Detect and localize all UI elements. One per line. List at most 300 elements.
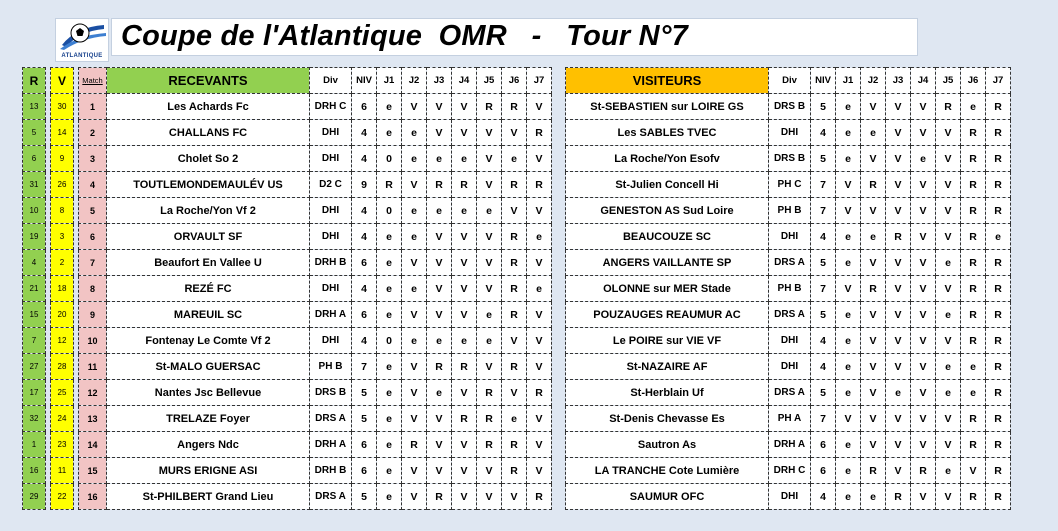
home-j1-cell: e	[377, 276, 402, 302]
rank-r-cell: 4	[23, 250, 46, 276]
rank-v-cell: 25	[51, 380, 74, 406]
away-j6-cell: R	[961, 250, 986, 276]
away-j3-cell: V	[886, 328, 911, 354]
away-div-cell: DRH C	[769, 458, 811, 484]
away-div-cell: PH B	[769, 198, 811, 224]
away-j2-cell: V	[861, 328, 886, 354]
home-j1-cell: e	[377, 406, 402, 432]
rank-v-cell: 8	[51, 198, 74, 224]
home-niv-cell: 6	[352, 302, 377, 328]
away-j5-cell: e	[936, 302, 961, 328]
home-niv-cell: 9	[352, 172, 377, 198]
home-j3-cell: V	[427, 276, 452, 302]
away-j6-cell: R	[961, 328, 986, 354]
home-team-cell: St-PHILBERT Grand Lieu	[107, 484, 310, 510]
table-row	[23, 328, 552, 354]
home-j1-cell: 0	[377, 146, 402, 172]
away-div-cell: PH A	[769, 406, 811, 432]
away-j2-cell: R	[861, 172, 886, 198]
home-j6-cell: e	[502, 406, 527, 432]
home-j5-cell: V	[477, 250, 502, 276]
home-j1-cell: e	[377, 458, 402, 484]
away-team-cell: St-SEBASTIEN sur LOIRE GS	[566, 94, 769, 120]
away-j7-cell: R	[986, 250, 1011, 276]
away-j1-cell: V	[836, 198, 861, 224]
home-team-cell: Angers Ndc	[107, 432, 310, 458]
away-j6-cell: R	[961, 484, 986, 510]
away-j1-cell: e	[836, 432, 861, 458]
table-row	[566, 380, 1011, 406]
away-niv-cell: 6	[811, 432, 836, 458]
header-j3: J3	[427, 68, 452, 94]
rank-v-cell: 2	[51, 250, 74, 276]
header-j3: J3	[886, 68, 911, 94]
rank-v-cell: 26	[51, 172, 74, 198]
home-niv-cell: 5	[352, 406, 377, 432]
home-j7-cell: V	[527, 198, 552, 224]
away-j3-cell: V	[886, 406, 911, 432]
away-j7-cell: R	[986, 198, 1011, 224]
away-j6-cell: R	[961, 302, 986, 328]
table-row	[566, 198, 1011, 224]
home-j3-cell: R	[427, 172, 452, 198]
away-j7-cell: R	[986, 302, 1011, 328]
away-div-cell: DRH A	[769, 432, 811, 458]
home-j6-cell: R	[502, 172, 527, 198]
home-j1-cell: e	[377, 432, 402, 458]
away-j6-cell: e	[961, 380, 986, 406]
home-j6-cell: R	[502, 354, 527, 380]
home-j7-cell: e	[527, 276, 552, 302]
home-div-cell: DRH A	[310, 302, 352, 328]
home-j4-cell: R	[452, 406, 477, 432]
away-j5-cell: V	[936, 484, 961, 510]
home-j5-cell: R	[477, 432, 502, 458]
match-number-cell: 16	[79, 484, 107, 510]
home-j1-cell: e	[377, 302, 402, 328]
header-j2: J2	[402, 68, 427, 94]
home-j3-cell: e	[427, 328, 452, 354]
table-row	[23, 94, 552, 120]
home-j5-cell: V	[477, 224, 502, 250]
home-j1-cell: 0	[377, 198, 402, 224]
match-number-cell: 7	[79, 250, 107, 276]
away-j3-cell: V	[886, 198, 911, 224]
away-team-cell: SAUMUR OFC	[566, 484, 769, 510]
home-j7-cell: V	[527, 146, 552, 172]
away-j2-cell: V	[861, 198, 886, 224]
away-team-cell: St-Herblain Uf	[566, 380, 769, 406]
home-team-cell: CHALLANS FC	[107, 120, 310, 146]
home-j6-cell: R	[502, 458, 527, 484]
home-j4-cell: V	[452, 120, 477, 146]
table-row	[566, 250, 1011, 276]
away-niv-cell: 6	[811, 458, 836, 484]
table-row	[23, 146, 552, 172]
away-j6-cell: R	[961, 224, 986, 250]
page-title: Coupe de l'Atlantique OMR - Tour N°7	[121, 20, 688, 52]
home-team-cell: Beaufort En Vallee U	[107, 250, 310, 276]
match-number-cell: 13	[79, 406, 107, 432]
home-div-cell: DHI	[310, 276, 352, 302]
away-j3-cell: V	[886, 250, 911, 276]
home-team-cell: ORVAULT SF	[107, 224, 310, 250]
home-j3-cell: V	[427, 458, 452, 484]
away-niv-cell: 5	[811, 250, 836, 276]
rank-r-cell: 10	[23, 198, 46, 224]
home-j3-cell: e	[427, 146, 452, 172]
away-niv-cell: 4	[811, 354, 836, 380]
home-niv-cell: 4	[352, 146, 377, 172]
home-j3-cell: V	[427, 224, 452, 250]
away-j2-cell: V	[861, 250, 886, 276]
header-v: V	[51, 68, 74, 94]
home-j5-cell: V	[477, 172, 502, 198]
home-j7-cell: V	[527, 354, 552, 380]
home-j4-cell: V	[452, 276, 477, 302]
away-niv-cell: 5	[811, 94, 836, 120]
home-niv-cell: 4	[352, 198, 377, 224]
home-j4-cell: V	[452, 250, 477, 276]
away-j5-cell: V	[936, 406, 961, 432]
home-niv-cell: 6	[352, 458, 377, 484]
away-j5-cell: e	[936, 354, 961, 380]
home-j1-cell: e	[377, 250, 402, 276]
rank-r-cell: 31	[23, 172, 46, 198]
home-j3-cell: V	[427, 120, 452, 146]
away-team-cell: BEAUCOUZE SC	[566, 224, 769, 250]
header-j4: J4	[452, 68, 477, 94]
home-j5-cell: V	[477, 458, 502, 484]
match-number-cell: 8	[79, 276, 107, 302]
home-j7-cell: R	[527, 380, 552, 406]
away-j2-cell: V	[861, 94, 886, 120]
away-niv-cell: 7	[811, 172, 836, 198]
away-j7-cell: R	[986, 458, 1011, 484]
rank-r-cell: 16	[23, 458, 46, 484]
away-j6-cell: R	[961, 276, 986, 302]
home-div-cell: DHI	[310, 120, 352, 146]
away-j2-cell: V	[861, 432, 886, 458]
home-j1-cell: e	[377, 380, 402, 406]
table-row	[566, 406, 1011, 432]
away-j6-cell: R	[961, 146, 986, 172]
away-team-cell: St-Julien Concell Hi	[566, 172, 769, 198]
home-team-cell: Fontenay Le Comte Vf 2	[107, 328, 310, 354]
rank-v-cell: 24	[51, 406, 74, 432]
away-j6-cell: R	[961, 120, 986, 146]
home-j5-cell: e	[477, 328, 502, 354]
match-number-cell: 9	[79, 302, 107, 328]
away-j6-cell: e	[961, 94, 986, 120]
home-team-cell: TOUTLEMONDEMAULÉV US	[107, 172, 310, 198]
home-niv-cell: 6	[352, 94, 377, 120]
away-niv-cell: 5	[811, 302, 836, 328]
away-j4-cell: R	[911, 458, 936, 484]
away-j4-cell: V	[911, 276, 936, 302]
away-j4-cell: V	[911, 250, 936, 276]
away-j4-cell: V	[911, 406, 936, 432]
home-j3-cell: e	[427, 380, 452, 406]
table-row	[23, 250, 552, 276]
away-j7-cell: R	[986, 276, 1011, 302]
away-team-cell: La Roche/Yon Esofv	[566, 146, 769, 172]
away-div-cell: DHI	[769, 120, 811, 146]
away-j3-cell: V	[886, 354, 911, 380]
home-j6-cell: R	[502, 276, 527, 302]
away-div-cell: DRS A	[769, 380, 811, 406]
home-j1-cell: e	[377, 484, 402, 510]
away-j4-cell: V	[911, 120, 936, 146]
away-j5-cell: V	[936, 328, 961, 354]
home-j1-cell: e	[377, 120, 402, 146]
away-j1-cell: e	[836, 484, 861, 510]
rank-v-cell: 30	[51, 94, 74, 120]
away-j5-cell: e	[936, 250, 961, 276]
home-div-cell: DRS A	[310, 406, 352, 432]
home-j5-cell: R	[477, 406, 502, 432]
away-j4-cell: V	[911, 354, 936, 380]
home-j2-cell: V	[402, 354, 427, 380]
home-div-cell: DRH A	[310, 432, 352, 458]
home-j2-cell: V	[402, 250, 427, 276]
home-j6-cell: V	[502, 198, 527, 224]
rank-r-cell: 13	[23, 94, 46, 120]
rank-r-cell: 5	[23, 120, 46, 146]
home-niv-cell: 4	[352, 276, 377, 302]
home-j4-cell: R	[452, 354, 477, 380]
home-j4-cell: V	[452, 224, 477, 250]
rank-r-cell: 19	[23, 224, 46, 250]
away-div-cell: DHI	[769, 484, 811, 510]
home-j6-cell: e	[502, 146, 527, 172]
home-j1-cell: e	[377, 94, 402, 120]
home-j4-cell: V	[452, 432, 477, 458]
home-j6-cell: R	[502, 94, 527, 120]
away-j4-cell: V	[911, 94, 936, 120]
away-j3-cell: V	[886, 172, 911, 198]
away-j2-cell: V	[861, 380, 886, 406]
rank-r-cell: 29	[23, 484, 46, 510]
home-j2-cell: V	[402, 94, 427, 120]
home-j4-cell: R	[452, 172, 477, 198]
away-j3-cell: V	[886, 458, 911, 484]
away-div-cell: DRS B	[769, 94, 811, 120]
home-j3-cell: R	[427, 484, 452, 510]
table-row	[23, 354, 552, 380]
home-team-cell: Nantes Jsc Bellevue	[107, 380, 310, 406]
home-j7-cell: e	[527, 224, 552, 250]
away-j3-cell: V	[886, 120, 911, 146]
home-j2-cell: e	[402, 276, 427, 302]
away-j1-cell: e	[836, 94, 861, 120]
away-j3-cell: R	[886, 224, 911, 250]
away-j7-cell: R	[986, 484, 1011, 510]
match-number-cell: 14	[79, 432, 107, 458]
away-j1-cell: e	[836, 458, 861, 484]
rank-r-cell: 15	[23, 302, 46, 328]
rank-v-cell: 9	[51, 146, 74, 172]
away-j7-cell: R	[986, 94, 1011, 120]
home-j4-cell: e	[452, 146, 477, 172]
home-team-cell: REZÉ FC	[107, 276, 310, 302]
rank-r-cell: 32	[23, 406, 46, 432]
home-j4-cell: V	[452, 484, 477, 510]
away-j1-cell: e	[836, 354, 861, 380]
match-number-cell: 10	[79, 328, 107, 354]
away-j4-cell: V	[911, 380, 936, 406]
home-j2-cell: V	[402, 484, 427, 510]
away-j7-cell: R	[986, 146, 1011, 172]
home-j5-cell: V	[477, 120, 502, 146]
away-j5-cell: e	[936, 458, 961, 484]
header-row	[566, 68, 1011, 94]
table-row	[566, 484, 1011, 510]
logo-caption: ATLANTIQUE	[61, 53, 103, 59]
home-div-cell: DRS B	[310, 380, 352, 406]
header-j6: J6	[502, 68, 527, 94]
table-row	[23, 120, 552, 146]
table-row	[23, 458, 552, 484]
home-j5-cell: V	[477, 276, 502, 302]
home-j5-cell: e	[477, 198, 502, 224]
home-j2-cell: V	[402, 172, 427, 198]
table-row	[23, 224, 552, 250]
home-team-cell: MURS ERIGNE ASI	[107, 458, 310, 484]
away-niv-cell: 7	[811, 198, 836, 224]
away-j3-cell: R	[886, 484, 911, 510]
rank-v-cell: 3	[51, 224, 74, 250]
away-j7-cell: R	[986, 328, 1011, 354]
header-j7: J7	[986, 68, 1011, 94]
away-j2-cell: V	[861, 406, 886, 432]
home-j3-cell: V	[427, 302, 452, 328]
home-div-cell: D2 C	[310, 172, 352, 198]
table-row	[23, 276, 552, 302]
away-j2-cell: V	[861, 302, 886, 328]
table-row	[566, 172, 1011, 198]
away-div-cell: PH B	[769, 276, 811, 302]
table-row	[566, 94, 1011, 120]
away-niv-cell: 5	[811, 146, 836, 172]
away-j4-cell: V	[911, 198, 936, 224]
away-j1-cell: V	[836, 276, 861, 302]
soccer-ball-icon	[56, 19, 108, 53]
home-j2-cell: e	[402, 146, 427, 172]
home-j5-cell: R	[477, 94, 502, 120]
home-team-cell: Cholet So 2	[107, 146, 310, 172]
home-j1-cell: 0	[377, 328, 402, 354]
rank-v-cell: 28	[51, 354, 74, 380]
away-j6-cell: R	[961, 432, 986, 458]
home-j5-cell: V	[477, 146, 502, 172]
away-j5-cell: V	[936, 432, 961, 458]
league-logo	[55, 18, 109, 62]
match-number-cell: 4	[79, 172, 107, 198]
home-niv-cell: 6	[352, 250, 377, 276]
away-niv-cell: 4	[811, 120, 836, 146]
home-j7-cell: V	[527, 458, 552, 484]
home-j6-cell: V	[502, 484, 527, 510]
home-j6-cell: R	[502, 432, 527, 458]
home-team-cell: Les Achards Fc	[107, 94, 310, 120]
away-niv-cell: 7	[811, 276, 836, 302]
match-number-cell: 11	[79, 354, 107, 380]
away-j6-cell: e	[961, 354, 986, 380]
table-row	[566, 302, 1011, 328]
away-j5-cell: V	[936, 120, 961, 146]
home-team-cell: La Roche/Yon Vf 2	[107, 198, 310, 224]
header-recevants: RECEVANTS	[107, 68, 310, 94]
home-j6-cell: R	[502, 302, 527, 328]
home-j7-cell: V	[527, 250, 552, 276]
away-j1-cell: e	[836, 328, 861, 354]
away-niv-cell: 4	[811, 484, 836, 510]
header-j7: J7	[527, 68, 552, 94]
away-niv-cell: 5	[811, 380, 836, 406]
table-row	[23, 302, 552, 328]
rank-r-cell: 1	[23, 432, 46, 458]
table-row	[566, 432, 1011, 458]
away-j5-cell: V	[936, 224, 961, 250]
away-div-cell: DRS A	[769, 302, 811, 328]
table-row	[566, 146, 1011, 172]
away-j4-cell: V	[911, 484, 936, 510]
away-j3-cell: V	[886, 146, 911, 172]
away-j1-cell: V	[836, 406, 861, 432]
away-j6-cell: R	[961, 406, 986, 432]
home-j3-cell: e	[427, 198, 452, 224]
home-j1-cell: e	[377, 224, 402, 250]
away-j7-cell: R	[986, 354, 1011, 380]
rank-v-cell: 14	[51, 120, 74, 146]
match-number-cell: 12	[79, 380, 107, 406]
home-div-cell: DHI	[310, 198, 352, 224]
home-div-cell: DRH B	[310, 458, 352, 484]
away-niv-cell: 7	[811, 406, 836, 432]
match-number-cell: 15	[79, 458, 107, 484]
rank-v-cell: 18	[51, 276, 74, 302]
away-j1-cell: e	[836, 120, 861, 146]
away-j6-cell: V	[961, 458, 986, 484]
rank-v-cell: 12	[51, 328, 74, 354]
header-j1: J1	[836, 68, 861, 94]
away-j1-cell: e	[836, 302, 861, 328]
home-j4-cell: V	[452, 458, 477, 484]
table-row	[566, 354, 1011, 380]
away-j3-cell: V	[886, 432, 911, 458]
away-j7-cell: R	[986, 406, 1011, 432]
table-row	[566, 458, 1011, 484]
rank-r-cell: 7	[23, 328, 46, 354]
away-j7-cell: R	[986, 120, 1011, 146]
home-j7-cell: V	[527, 94, 552, 120]
away-j5-cell: V	[936, 146, 961, 172]
home-j6-cell: R	[502, 250, 527, 276]
away-j5-cell: R	[936, 94, 961, 120]
home-j2-cell: e	[402, 120, 427, 146]
table-row	[566, 276, 1011, 302]
home-j3-cell: V	[427, 406, 452, 432]
away-j2-cell: e	[861, 120, 886, 146]
home-niv-cell: 6	[352, 432, 377, 458]
header-j1: J1	[377, 68, 402, 94]
home-j7-cell: V	[527, 406, 552, 432]
home-div-cell: PH B	[310, 354, 352, 380]
home-j3-cell: R	[427, 354, 452, 380]
home-j2-cell: V	[402, 406, 427, 432]
header-j5: J5	[936, 68, 961, 94]
